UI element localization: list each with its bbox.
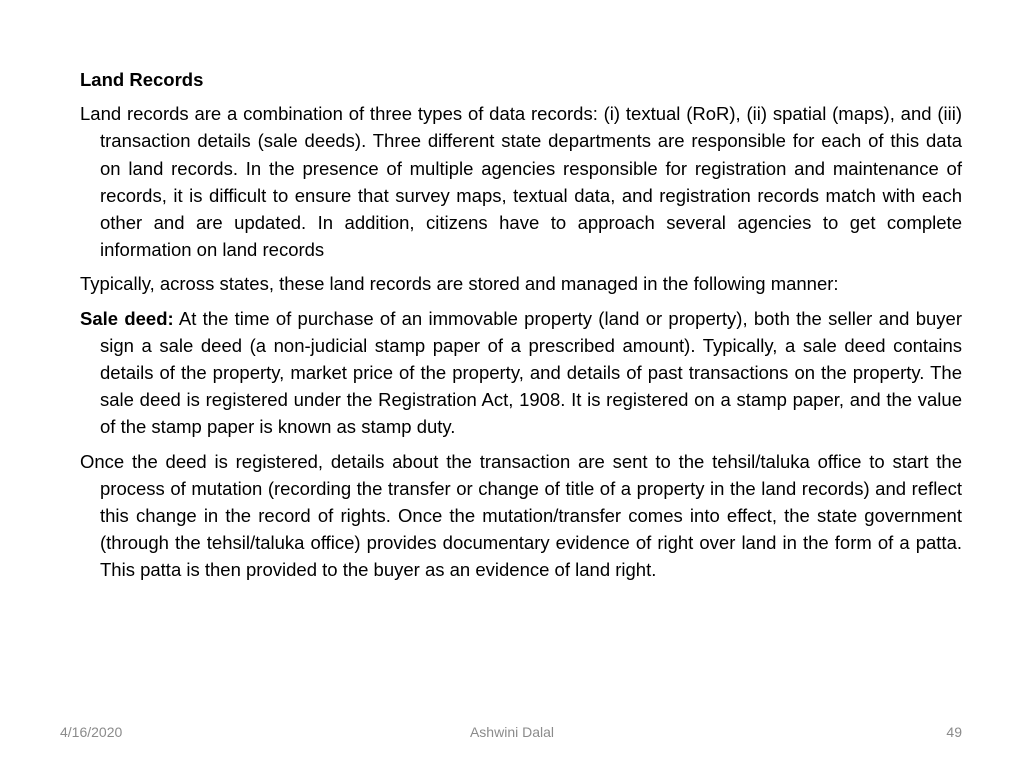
- paragraph-land-records: Land records are a combination of three types of data records: (i) textual (RoR), (ii) spatial (maps), and (iii) transaction details (sale deeds). Three different state departments are responsible for each of this data on land records. In the presence of multiple agencies responsible for registration and maintenance of records, it is difficult to ensure that survey maps, textual data, and registration records match with each other and are updated. In addition, citizens have to approach several agencies to get complete information on land records: [80, 103, 962, 261]
- sale-deed-lead: Sale deed:: [80, 307, 174, 329]
- slide-heading: Land Records: [80, 69, 204, 90]
- paragraph-mutation: Once the deed is registered, details about the transaction are sent to the tehsil/taluka office to start the process of mutation (recording the transfer or change of title of a property in the land records) and reflect this change in the record of rights. Once the mutation/transfer comes into effect, the state government (through the tehsil/taluka office) provides documentary evidence of right over land in the form of a patta. This patta is then provided to the buyer as an evidence of land right.: [80, 450, 962, 581]
- sale-deed-body: At the time of purchase of an immovable property (land or property), both the seller and buyer sign a sale deed (a non-judicial stamp paper of a prescribed amount). Typically, a sale deed contains details of the property, market price of the property, and details of past transactions on the property. The sale deed is registered under the Registration Act, 1908. It is registered on a stamp paper, and the value of the stamp paper is known as stamp duty.: [100, 307, 962, 438]
- footer-date: 4/16/2020: [60, 724, 123, 740]
- slide-body: [80, 66, 962, 591]
- footer-page-number: 49: [946, 724, 962, 740]
- paragraph-sale-deed: [80, 305, 962, 441]
- paragraph-typically: Typically, across states, these land records are stored and managed in the following manner:: [80, 273, 839, 295]
- footer-author: Ashwini Dalal: [469, 724, 555, 740]
